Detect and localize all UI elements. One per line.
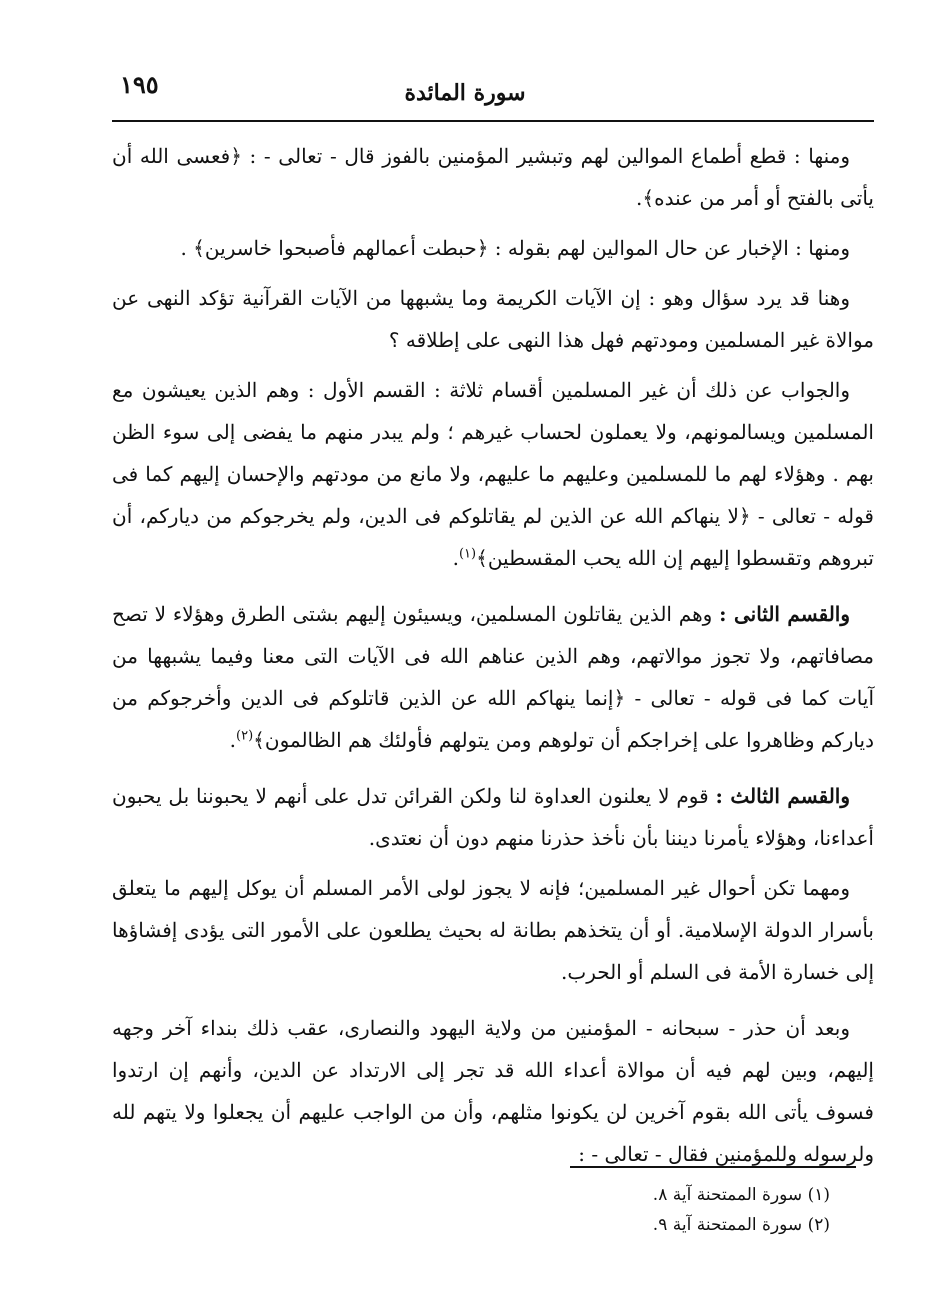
footnote-reference: (١)	[458, 546, 477, 562]
paragraph-text: وهم الذين يقاتلون المسلمين، ويسيئون إليهم بشتى الطرق وهؤلاء لا تصح مصافاتهم، ولا تجوز موالاتهم، وهم الذين عناهم الله فى الآيات التى معنا وفيما يشبهها من آيات كما فى قوله - تعالى - ﴿إنما ينهاكم الله عن الذين قاتلوكم فى الدين وأخرجوكم من دياركم وظاهروا على إخراجكم أن تولوهم ومن يتولهم فأولئك هم الظالمون﴾	[112, 602, 874, 752]
paragraph-text: وبعد أن حذر - سبحانه - المؤمنين من ولاية اليهود والنصارى، عقب ذلك بنداء آخر وجهه إليهم، وبين لهم فيه أن موالاة أعداء الله قد تجر إلى الارتداد عن الدين، وأنهم إن ارتدوا فسوف يأتى الله بقوم آخرين لن يكونوا مثلهم، وأن من الواجب عليهم أن يجعلوا ولا يتهم لله ولرسوله وللمؤمنين فقال - تعالى - :	[112, 1016, 874, 1166]
footnote: (٢) سورة الممتحنة آية ٩.	[652, 1215, 830, 1235]
paragraph	[112, 593, 874, 761]
paragraph-text: والجواب عن ذلك أن غير المسلمين أقسام ثلاثة : القسم الأول : وهم الذين يعيشون مع المسلمين ويسالمونهم، ولا يعملون لحساب غيرهم ؛ ولم يبدر منهم ما يفضى إلى سوء الظن بهم . وهؤلاء لهم ما للمسلمين وعليهم ما عليهم، ولا مانع من مودتهم والإحسان إليهم كما فى قوله - تعالى - ﴿لا ينهاكم الله عن الذين لم يقاتلوكم فى الدين، ولم يخرجوكم من دياركم، أن تبروهم وتقسطوا إليهم إن الله يحب المقسطين﴾	[112, 378, 874, 570]
paragraph-text: ومهما تكن أحوال غير المسلمين؛ فإنه لا يجوز لولى الأمر المسلم أن يوكل إليهم ما يتعلق بأسرار الدولة الإسلامية. أو أن يتخذهم بطانة له بحيث يطلعون على الأمور التى يؤدى إفشاؤها إلى خسارة الأمة فى السلم أو الحرب.	[112, 876, 874, 984]
footnote-reference: (٢)	[236, 728, 254, 744]
footnote-divider	[570, 1166, 856, 1168]
footnote: (١) سورة الممتحنة آية ٨.	[652, 1185, 830, 1205]
footnotes	[470, 1180, 830, 1240]
paragraph-text: قوم لا يعلنون العداوة لنا ولكن القرائن تدل على أنهم لا يحبوننا بل يحبون أعداءنا، وهؤلاء يأمرنا ديننا بأن نأخذ حذرنا منهم دون أن نعتدى.	[112, 784, 874, 850]
paragraph	[112, 277, 874, 361]
paragraph-tail: .	[229, 728, 237, 752]
running-title: سورة المائدة	[404, 80, 526, 106]
paragraph	[112, 867, 874, 993]
page-number: ١٩٥	[120, 70, 159, 99]
paragraph	[112, 369, 874, 579]
paragraph-text: ومنها : الإخبار عن حال الموالين لهم بقوله : ﴿حبطت أعمالهم فأصبحوا خاسرين﴾ .	[180, 236, 850, 260]
paragraph-text: وهنا قد يرد سؤال وهو : إن الآيات الكريمة وما يشبهها من الآيات القرآنية تؤكد النهى عن موالاة غير المسلمين ومودتهم فهل هذا النهى على إطلاقه ؟	[112, 286, 874, 352]
paragraph-text: ومنها : قطع أطماع الموالين لهم وتبشير المؤمنين بالفوز قال - تعالى - : ﴿فعسى الله أن يأتى بالفتح أو أمر من عنده﴾.	[112, 144, 874, 210]
page-header	[0, 0, 930, 125]
section-lead: والقسم الثانى :	[719, 602, 850, 626]
paragraph	[112, 227, 874, 269]
section-lead: والقسم الثالث :	[715, 784, 851, 808]
body-text	[112, 135, 874, 1183]
paragraph	[112, 775, 874, 859]
paragraph	[112, 135, 874, 219]
paragraph	[112, 1007, 874, 1175]
paragraph-tail: .	[452, 546, 459, 570]
header-divider	[112, 120, 874, 122]
